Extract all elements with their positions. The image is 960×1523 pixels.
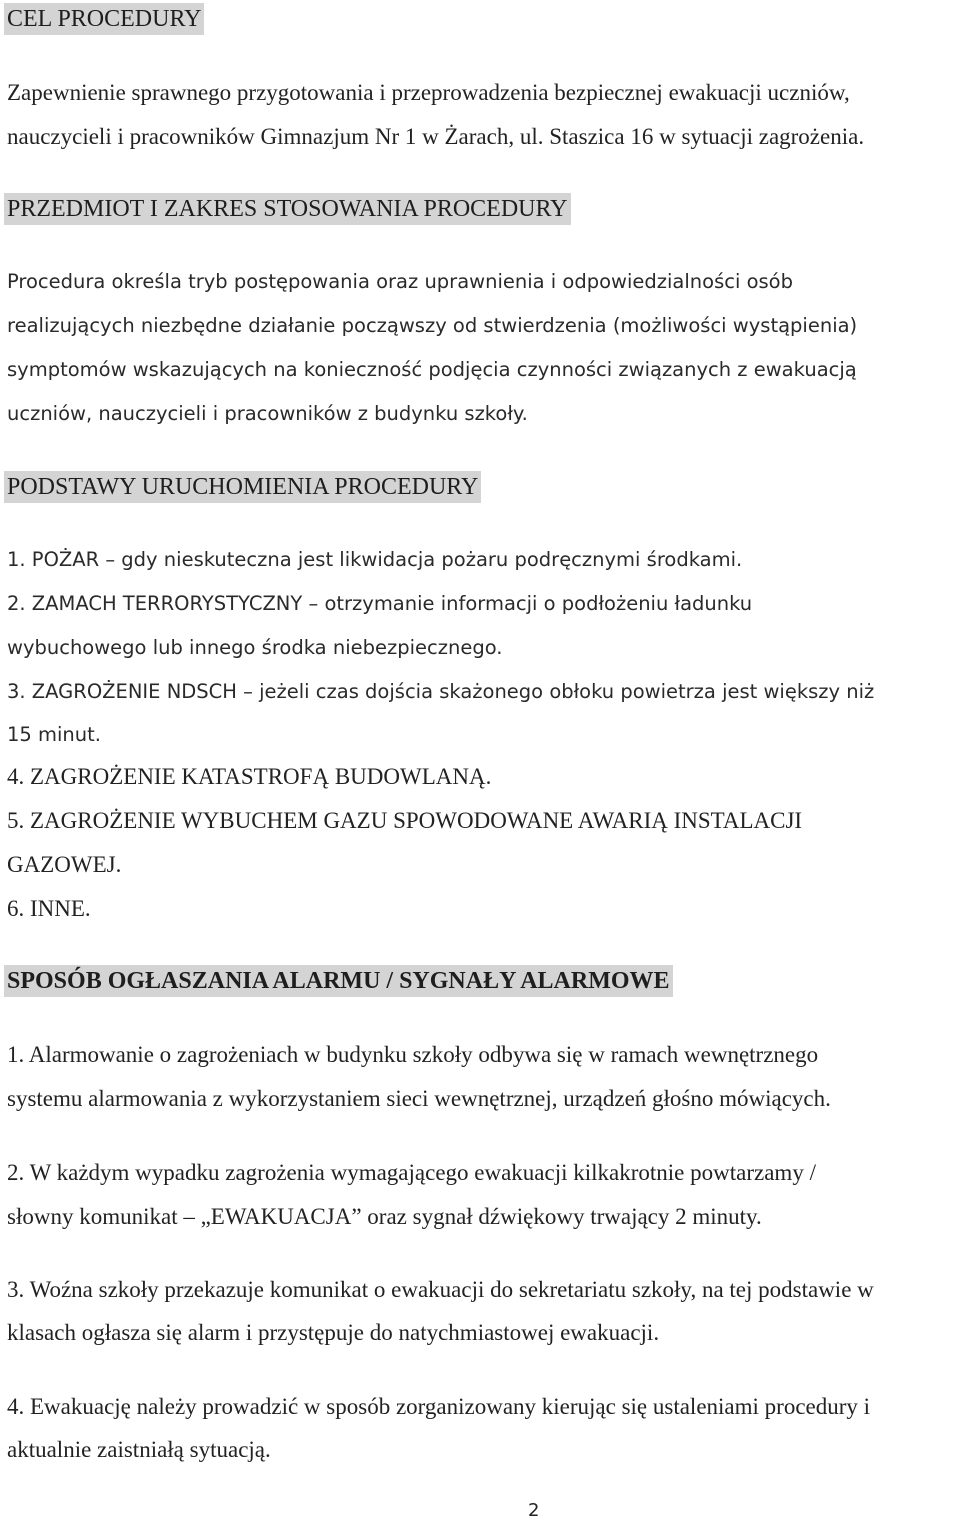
section-heading-cel: CEL PROCEDURY: [4, 3, 204, 35]
przedmiot-text-line-2: realizujących niezbędne działanie począwszy od stwierdzenia (możliwości wystąpienia): [7, 314, 858, 337]
sposob-text-line-5: 3. Woźna szkoły przekazuje komunikat o ewakuacji do sekretariatu szkoły, na tej podstawie w: [7, 1277, 874, 1302]
podstawy-item-line-6: 4. ZAGROŻENIE KATASTROFĄ BUDOWLANĄ.: [7, 764, 492, 789]
podstawy-item-line-3: wybuchowego lub innego środka niebezpiecznego.: [7, 636, 503, 659]
podstawy-item-line-2: 2. ZAMACH TERRORYSTYCZNY – otrzymanie informacji o podłożeniu ładunku: [7, 592, 753, 615]
section-heading-podstawy: PODSTAWY URUCHOMIENIA PROCEDURY: [4, 471, 481, 503]
sposob-text-line-8: aktualnie zaistniałą sytuacją.: [7, 1437, 271, 1462]
podstawy-item-line-9: 6. INNE.: [7, 896, 91, 921]
sposob-text-line-4: słowny komunikat – „EWAKUACJA” oraz sygnał dźwiękowy trwający 2 minuty.: [7, 1204, 762, 1229]
cel-text-line-2: nauczycieli i pracowników Gimnazjum Nr 1 w Żarach, ul. Staszica 16 w sytuacji zagrożenia.: [7, 124, 865, 149]
podstawy-item-line-5: 15 minut.: [7, 723, 101, 746]
page-number: 2: [528, 1500, 540, 1521]
podstawy-item-line-7: 5. ZAGROŻENIE WYBUCHEM GAZU SPOWODOWANE AWARIĄ INSTALACJI: [7, 808, 803, 833]
przedmiot-text-line-3: symptomów wskazujących na konieczność podjęcia czynności związanych z ewakuacją: [7, 358, 857, 381]
podstawy-item-line-8: GAZOWEJ.: [7, 852, 122, 877]
sposob-text-line-7: 4. Ewakuację należy prowadzić w sposób zorganizowany kierując się ustaleniami procedury i: [7, 1394, 871, 1419]
sposob-text-line-2: systemu alarmowania z wykorzystaniem sieci wewnętrznej, urządzeń głośno mówiących.: [7, 1086, 831, 1111]
podstawy-item-line-1: 1. POŻAR – gdy nieskuteczna jest likwidacja pożaru podręcznymi środkami.: [7, 548, 743, 571]
cel-text-line-1: Zapewnienie sprawnego przygotowania i przeprowadzenia bezpiecznej ewakuacji uczniów,: [7, 80, 850, 105]
sposob-text-line-3: 2. W każdym wypadku zagrożenia wymagającego ewakuacji kilkakrotnie powtarzamy /: [7, 1160, 816, 1185]
przedmiot-text-line-1: Procedura określa tryb postępowania oraz uprawnienia i odpowiedzialności osób: [7, 270, 793, 293]
sposob-text-line-6: klasach ogłasza się alarm i przystępuje do natychmiastowej ewakuacji.: [7, 1320, 660, 1345]
section-heading-sposob: SPOSÓB OGŁASZANIA ALARMU / SYGNAŁY ALARMOWE: [4, 965, 673, 997]
sposob-text-line-1: 1. Alarmowanie o zagrożeniach w budynku szkoły odbywa się w ramach wewnętrznego: [7, 1042, 819, 1067]
section-heading-przedmiot: PRZEDMIOT I ZAKRES STOSOWANIA PROCEDURY: [4, 193, 571, 225]
przedmiot-text-line-4: uczniów, nauczycieli i pracowników z budynku szkoły.: [7, 402, 528, 425]
podstawy-item-line-4: 3. ZAGROŻENIE NDSCH – jeżeli czas dojścia skażonego obłoku powietrza jest większy niż: [7, 680, 875, 703]
